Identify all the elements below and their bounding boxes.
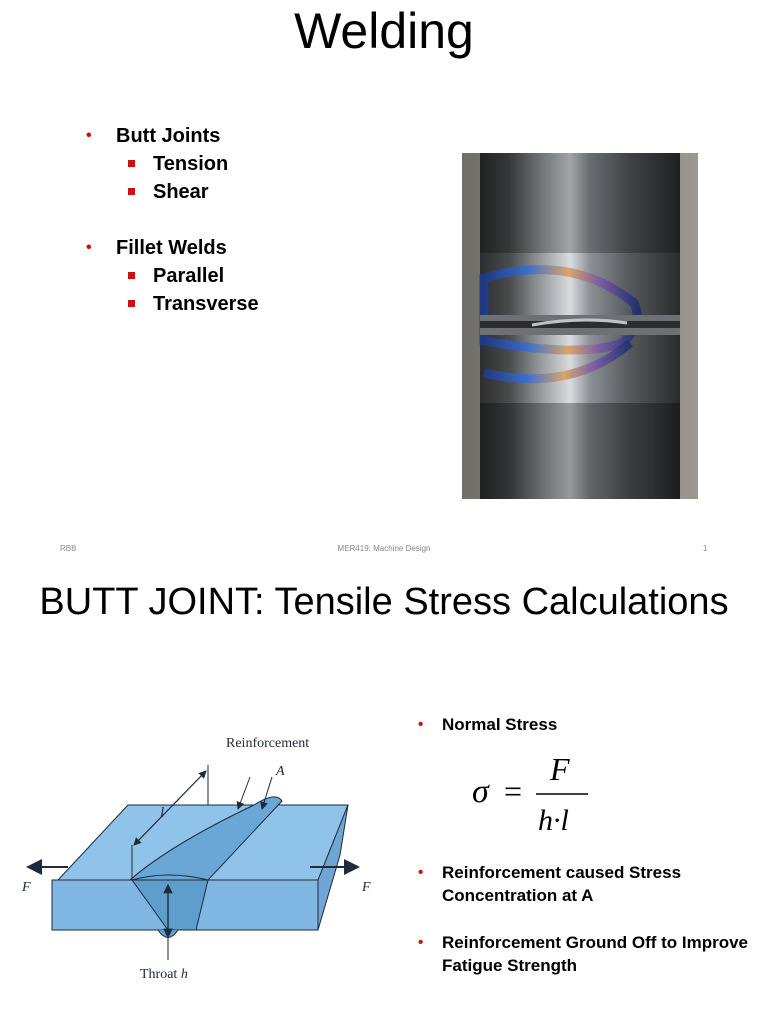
point-a-label: A	[276, 764, 285, 779]
sub-bullet-tension: Tension	[86, 150, 259, 178]
bullet-reinforcement-stress: • Reinforcement caused Stress Concentration at A	[418, 861, 758, 907]
formula-numerator: F	[550, 751, 570, 787]
slide-title: BUTT JOINT: Tensile Stress Calculations	[39, 581, 729, 623]
length-label: l	[160, 805, 165, 821]
sub-bullet-parallel: Parallel	[86, 262, 259, 290]
slide-title: Welding	[294, 3, 474, 59]
throat-variable: h	[180, 967, 188, 982]
footer-author: RBB	[60, 544, 77, 553]
formula-equals: =	[504, 773, 523, 809]
bullet-butt-joints: • Butt Joints	[86, 122, 259, 150]
formula-denominator: h·l	[538, 804, 569, 837]
formula-sigma: σ	[472, 773, 489, 810]
bullet-list	[86, 122, 259, 318]
normal-stress-formula	[470, 750, 610, 840]
sub-bullet-shear: Shear	[86, 178, 259, 206]
bullet-ground-off: • Reinforcement Ground Off to Improve Fatigue Strength	[418, 931, 758, 977]
butt-joint-diagram	[18, 725, 380, 990]
force-right-label: F	[362, 880, 371, 895]
slide-butt-joint	[0, 560, 768, 1024]
svg-text:Throat h	[140, 967, 188, 982]
throat-label: Throat	[140, 967, 178, 982]
footer-course: MER419: Machine Design	[337, 544, 431, 553]
bullet-fillet-welds: • Fillet Welds	[86, 234, 259, 262]
force-left-label: F	[22, 880, 31, 895]
sub-bullet-transverse: Transverse	[86, 290, 259, 318]
footer-page-number: 1	[703, 544, 708, 553]
bullet-normal-stress: • Normal Stress	[418, 713, 758, 736]
welded-pipe-photo	[462, 153, 698, 499]
reinforcement-label: Reinforcement	[226, 736, 310, 751]
